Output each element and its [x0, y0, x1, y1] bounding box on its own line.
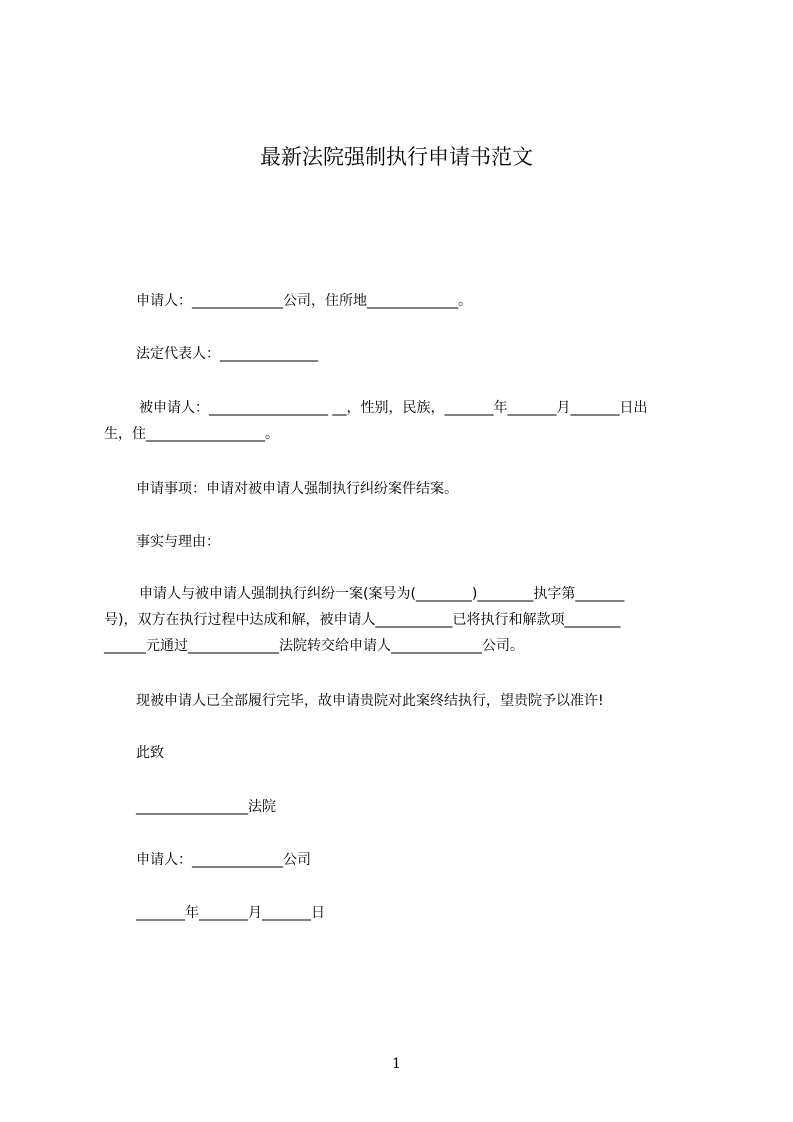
facts-paragraph-line-3: ______元通过_____________法院转交给申请人_____________公司。 [104, 638, 524, 654]
court-line: ________________法院 [136, 799, 276, 815]
date-line: _______年_______月_______日 [136, 905, 325, 921]
facts-paragraph-line-1: 申请人与被申请人强制执行纠纷一案(案号为(________)________执字第_______ [139, 586, 625, 602]
signature-line: 申请人：_____________公司 [136, 852, 311, 868]
closing-paragraph: 现被申请人已全部履行完毕，故申请贵院对此案终结执行，望贵院予以准许! [136, 693, 604, 709]
respondent-line-continued: 生，住_________________。 [104, 426, 279, 442]
facts-paragraph-line-2: 号)，双方在执行过程中达成和解，被申请人___________已将执行和解款项________ [104, 612, 621, 628]
salutation: 此致 [136, 745, 164, 761]
document-title: 最新法院强制执行申请书范文 [260, 145, 533, 169]
page-number: 1 [392, 1056, 401, 1072]
legal-representative-line: 法定代表人：______________ [136, 346, 318, 362]
respondent-line: 被申请人：_________________ __，性别，民族，_______年_______月_______日出 [139, 400, 648, 416]
applicant-line: 申请人：_____________公司，住所地_____________。 [136, 293, 472, 309]
facts-heading: 事实与理由： [136, 534, 220, 550]
request-line: 申请事项：申请对被申请人强制执行纠纷案件结案。 [136, 481, 458, 497]
